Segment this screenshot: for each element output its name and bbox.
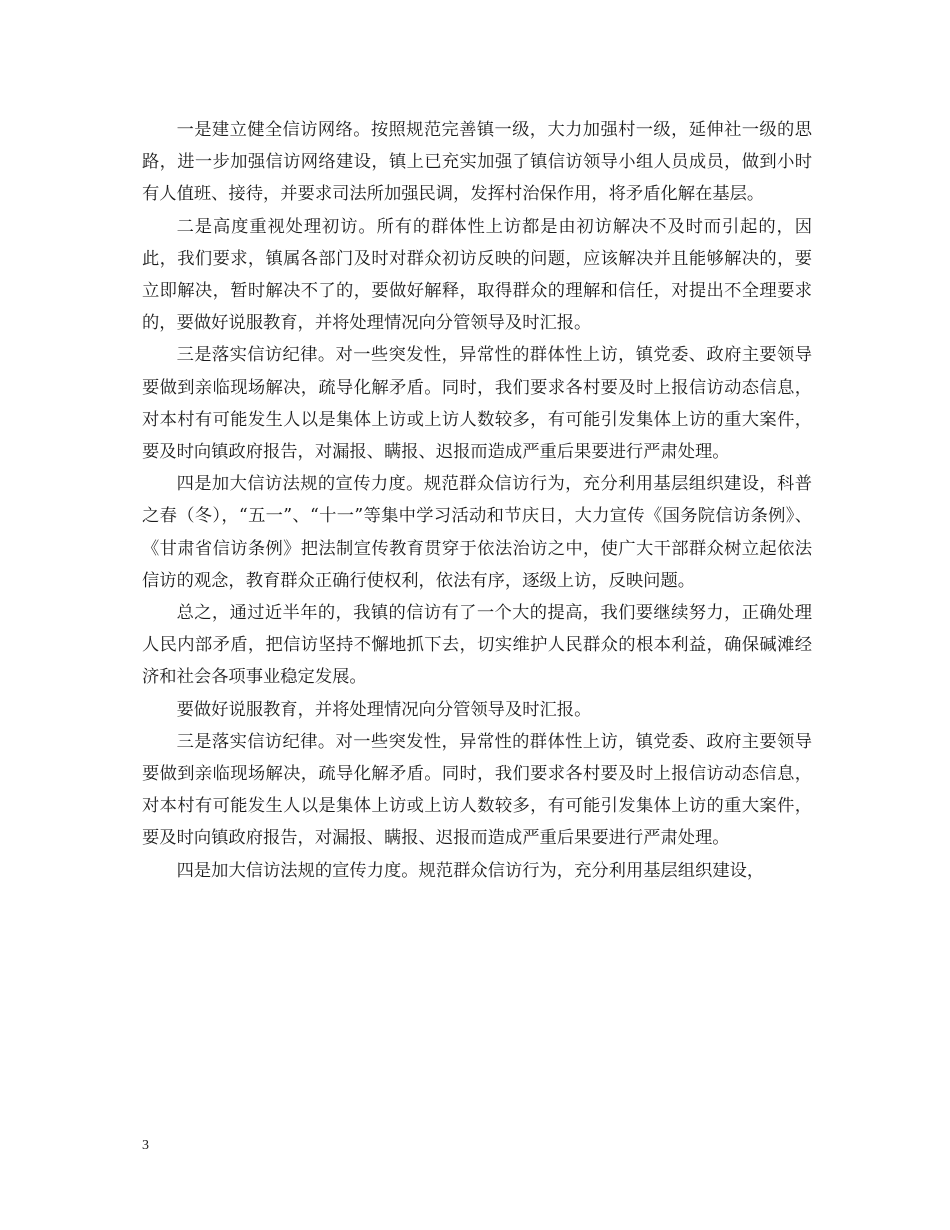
paragraph-publicity: 四是加大信访法规的宣传力度。规范群众信访行为，充分利用基层组织建设，科普之春（冬），“五一”、“十一”等集中学习活动和节庆日，大力宣传《国务院信访条例》、《甘肃省信访条例》把法制宣传教育贯穿于依法治访之中，使广大干部群众树立起依法信访的观念，教育群众正确行使权利，依法有序，逐级上访，反映问题。 <box>142 474 812 591</box>
page-number: 3 <box>142 1138 149 1153</box>
paragraph-discipline: 三是落实信访纪律。对一些突发性，异常性的群体性上访，镇党委、政府主要领导要做到亲临现场解决，疏导化解矛盾。同时，我们要求各村要及时上报信访动态信息，对本村有可能发生人以是集体上访或上访人数较多，有可能引发集体上访的重大案件，要及时向镇政府报告，对漏报、瞒报、迟报而造成严重后果要进行严肃处理。 <box>142 345 812 463</box>
document-body <box>142 114 812 887</box>
paragraph-summary: 总之，通过近半年的，我镇的信访有了一个大的提高，我们要继续努力，正确处理人民内部矛盾，把信访坚持不懈地抓下去，切实维护人民群众的根本利益，确保碱滩经济和社会各项事业稳定发展。 <box>142 603 812 688</box>
paragraph-discipline-repeat: 三是落实信访纪律。对一些突发性，异常性的群体性上访，镇党委、政府主要领导要做到亲临现场解决，疏导化解矛盾。同时，我们要求各村要及时上报信访动态信息，对本村有可能发生人以是集体上访或上访人数较多，有可能引发集体上访的重大案件，要及时向镇政府报告，对漏报、瞒报、迟报而造成严重后果要进行严肃处理。 <box>142 731 812 849</box>
paragraph-persuasion: 要做好说服教育，并将处理情况向分管领导及时汇报。 <box>176 699 592 720</box>
paragraph-network: 一是建立健全信访网络。按照规范完善镇一级，大力加强村一级，延伸社一级的思路，进一步加强信访网络建设，镇上已充实加强了镇信访领导小组人员成员，做到小时有人值班、接待，并要求司法所加强民调，发挥村治保作用，将矛盾化解在基层。 <box>142 120 812 205</box>
paragraph-publicity-repeat: 四是加大信访法规的宣传力度。规范群众信访行为，充分利用基层组织建设， <box>176 860 765 881</box>
paragraph-initial-visits: 二是高度重视处理初访。所有的群体性上访都是由初访解决不及时而引起的，因此，我们要求，镇属各部门及时对群众初访反映的问题，应该解决并且能够解决的，要立即解决，暂时解决不了的，要做好解释，取得群众的理解和信任，对提出不全理要求的，要做好说服教育，并将处理情况向分管领导及时汇报。 <box>142 216 812 334</box>
